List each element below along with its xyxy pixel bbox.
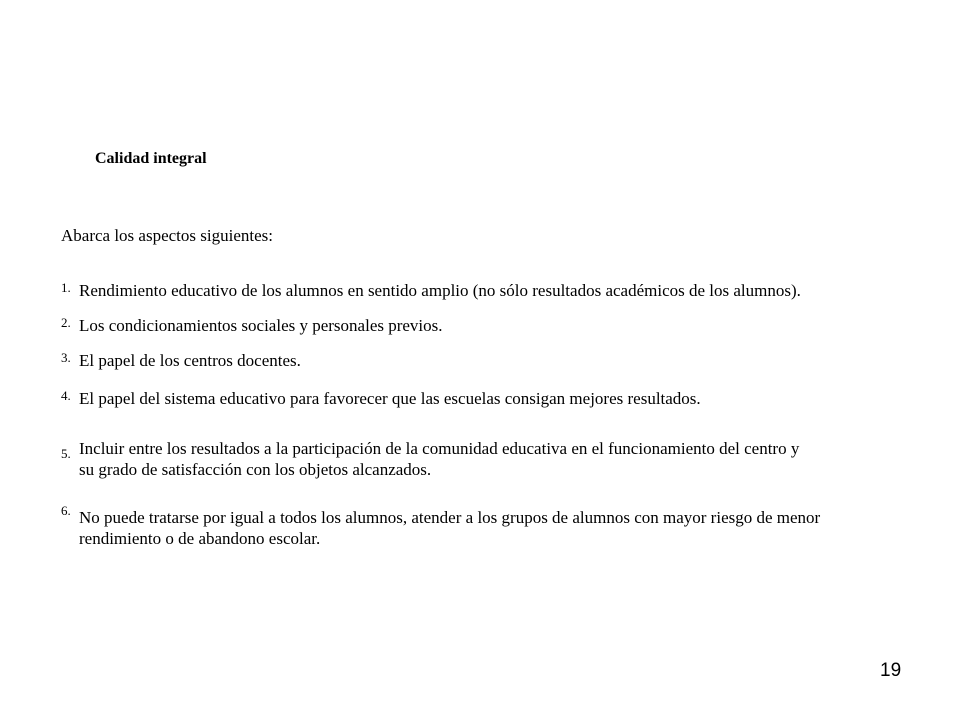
item-text bbox=[79, 350, 301, 371]
item-line: Incluir entre los resultados a la participación de la comunidad educativa en el funcionamiento del centro y bbox=[79, 439, 800, 458]
slide-title: Calidad integral bbox=[95, 150, 207, 167]
item-number: 3. bbox=[61, 350, 71, 365]
item-line: El papel del sistema educativo para favorecer que las escuelas consigan mejores resultados. bbox=[79, 389, 701, 408]
item-text bbox=[79, 315, 443, 336]
intro-text: Abarca los aspectos siguientes: bbox=[61, 226, 273, 245]
item-line: Rendimiento educativo de los alumnos en sentido amplio (no sólo resultados académicos de los alumnos). bbox=[79, 281, 801, 300]
item-number: 2. bbox=[61, 315, 71, 330]
item-text bbox=[79, 280, 801, 301]
item-text bbox=[79, 438, 799, 480]
item-number: 5. bbox=[61, 446, 71, 461]
item-line: Los condicionamientos sociales y personales previos. bbox=[79, 316, 443, 335]
item-number: 4. bbox=[61, 388, 71, 403]
item-number: 1. bbox=[61, 280, 71, 295]
item-number: 6. bbox=[61, 503, 71, 518]
item-line: El papel de los centros docentes. bbox=[79, 351, 301, 370]
item-text bbox=[79, 507, 820, 549]
page-number: 19 bbox=[880, 660, 902, 681]
item-text bbox=[79, 388, 701, 409]
item-line: su grado de satisfacción con los objetos alcanzados. bbox=[79, 460, 432, 479]
item-line: No puede tratarse por igual a todos los alumnos, atender a los grupos de alumnos con mayor riesgo de menor bbox=[79, 508, 821, 527]
item-line: rendimiento o de abandono escolar. bbox=[79, 529, 321, 548]
